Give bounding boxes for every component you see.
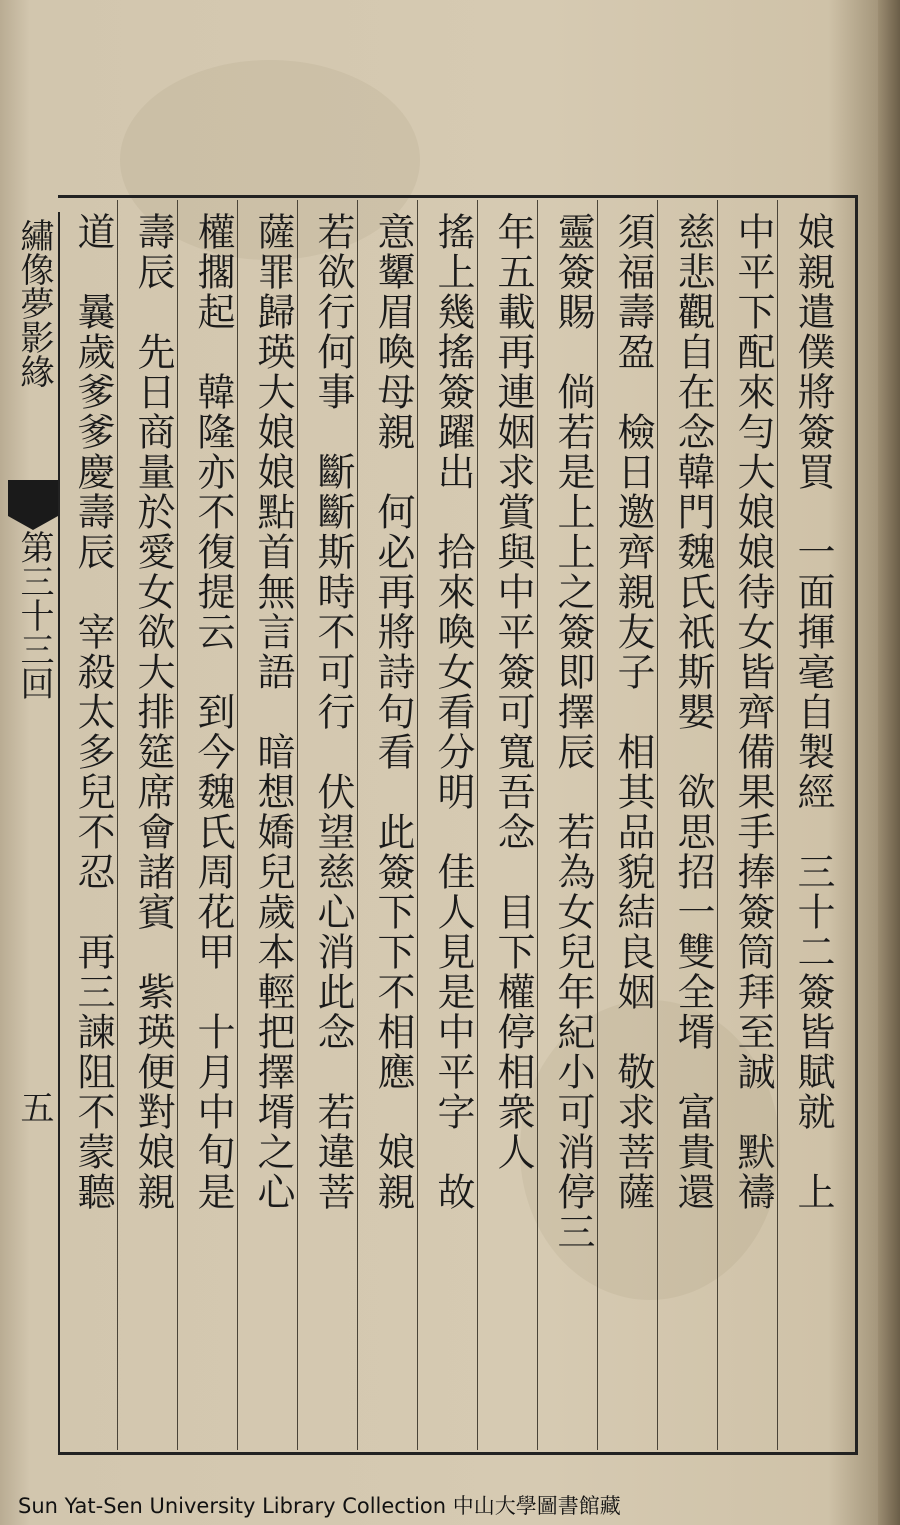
column-rule	[357, 200, 358, 1450]
text-column-9: 若欲行何事 斷斷斯時不可行 伏望慈心消此念 若違菩	[311, 212, 355, 1212]
column-rule	[537, 200, 538, 1450]
column-rule	[717, 200, 718, 1450]
column-rule	[657, 200, 658, 1450]
column-rule	[477, 200, 478, 1450]
column-rule	[417, 200, 418, 1450]
library-watermark: Sun Yat-Sen University Library Collection 中山大學圖書館藏	[18, 1494, 621, 1518]
column-rule	[777, 200, 778, 1450]
text-column-10: 薩罪歸瑛大娘娘點首無言語 暗想嬌兒歲本輕把擇壻之心	[251, 212, 295, 1212]
page-number: 五	[14, 1090, 54, 1124]
column-rule	[297, 200, 298, 1450]
column-rule	[237, 200, 238, 1450]
column-rule	[117, 200, 118, 1450]
page-fold	[878, 0, 900, 1525]
text-column-4: 須福壽盈 檢日邀齊親友子 相其品貌結良姻 敬求菩薩	[611, 212, 655, 1212]
text-column-2: 中平下配來勻大娘娘待女皆齊備果手捧簽筒拜至誠 默禱	[731, 212, 775, 1212]
book-title: 繡像夢影緣	[14, 218, 54, 388]
text-column-8: 意顰眉喚母親 何必再將詩句看 此簽下下不相應 娘親	[371, 212, 415, 1212]
block-margin	[8, 212, 60, 1455]
column-rule	[597, 200, 598, 1450]
column-rule	[177, 200, 178, 1450]
chapter-label: 第三十三回	[14, 530, 54, 700]
text-column-12: 壽辰 先日商量於愛女欲大排筵席會諸賓 紫瑛便對娘親	[131, 212, 175, 1212]
text-column-3: 慈悲觀自在念韓門魏氏祇斯嬰 欲思招一雙全壻 富貴還	[671, 212, 715, 1212]
text-column-13: 道 曩歲爹爹慶壽辰 宰殺太多兒不忍 再三諫阻不蒙聽	[71, 212, 115, 1212]
text-column-1: 娘親遣僕將簽買 一面揮毫自製經 三十二簽皆賦就 上	[791, 212, 835, 1212]
text-column-6: 年五載再連姻求賞與中平簽可寬吾念 目下權停相衆人	[491, 212, 535, 1172]
text-column-7: 搖上幾搖簽躍出 拾來喚女看分明 佳人見是中平字 故	[431, 212, 475, 1212]
fishtail-mark	[8, 480, 58, 516]
text-column-5: 靈簽賜 倘若是上上之簽即擇辰 若為女兒年紀小可消停三	[551, 212, 595, 1252]
text-column-11: 權擱起 韓隆亦不復提云 到今魏氏周花甲 十月中旬是	[191, 212, 235, 1212]
